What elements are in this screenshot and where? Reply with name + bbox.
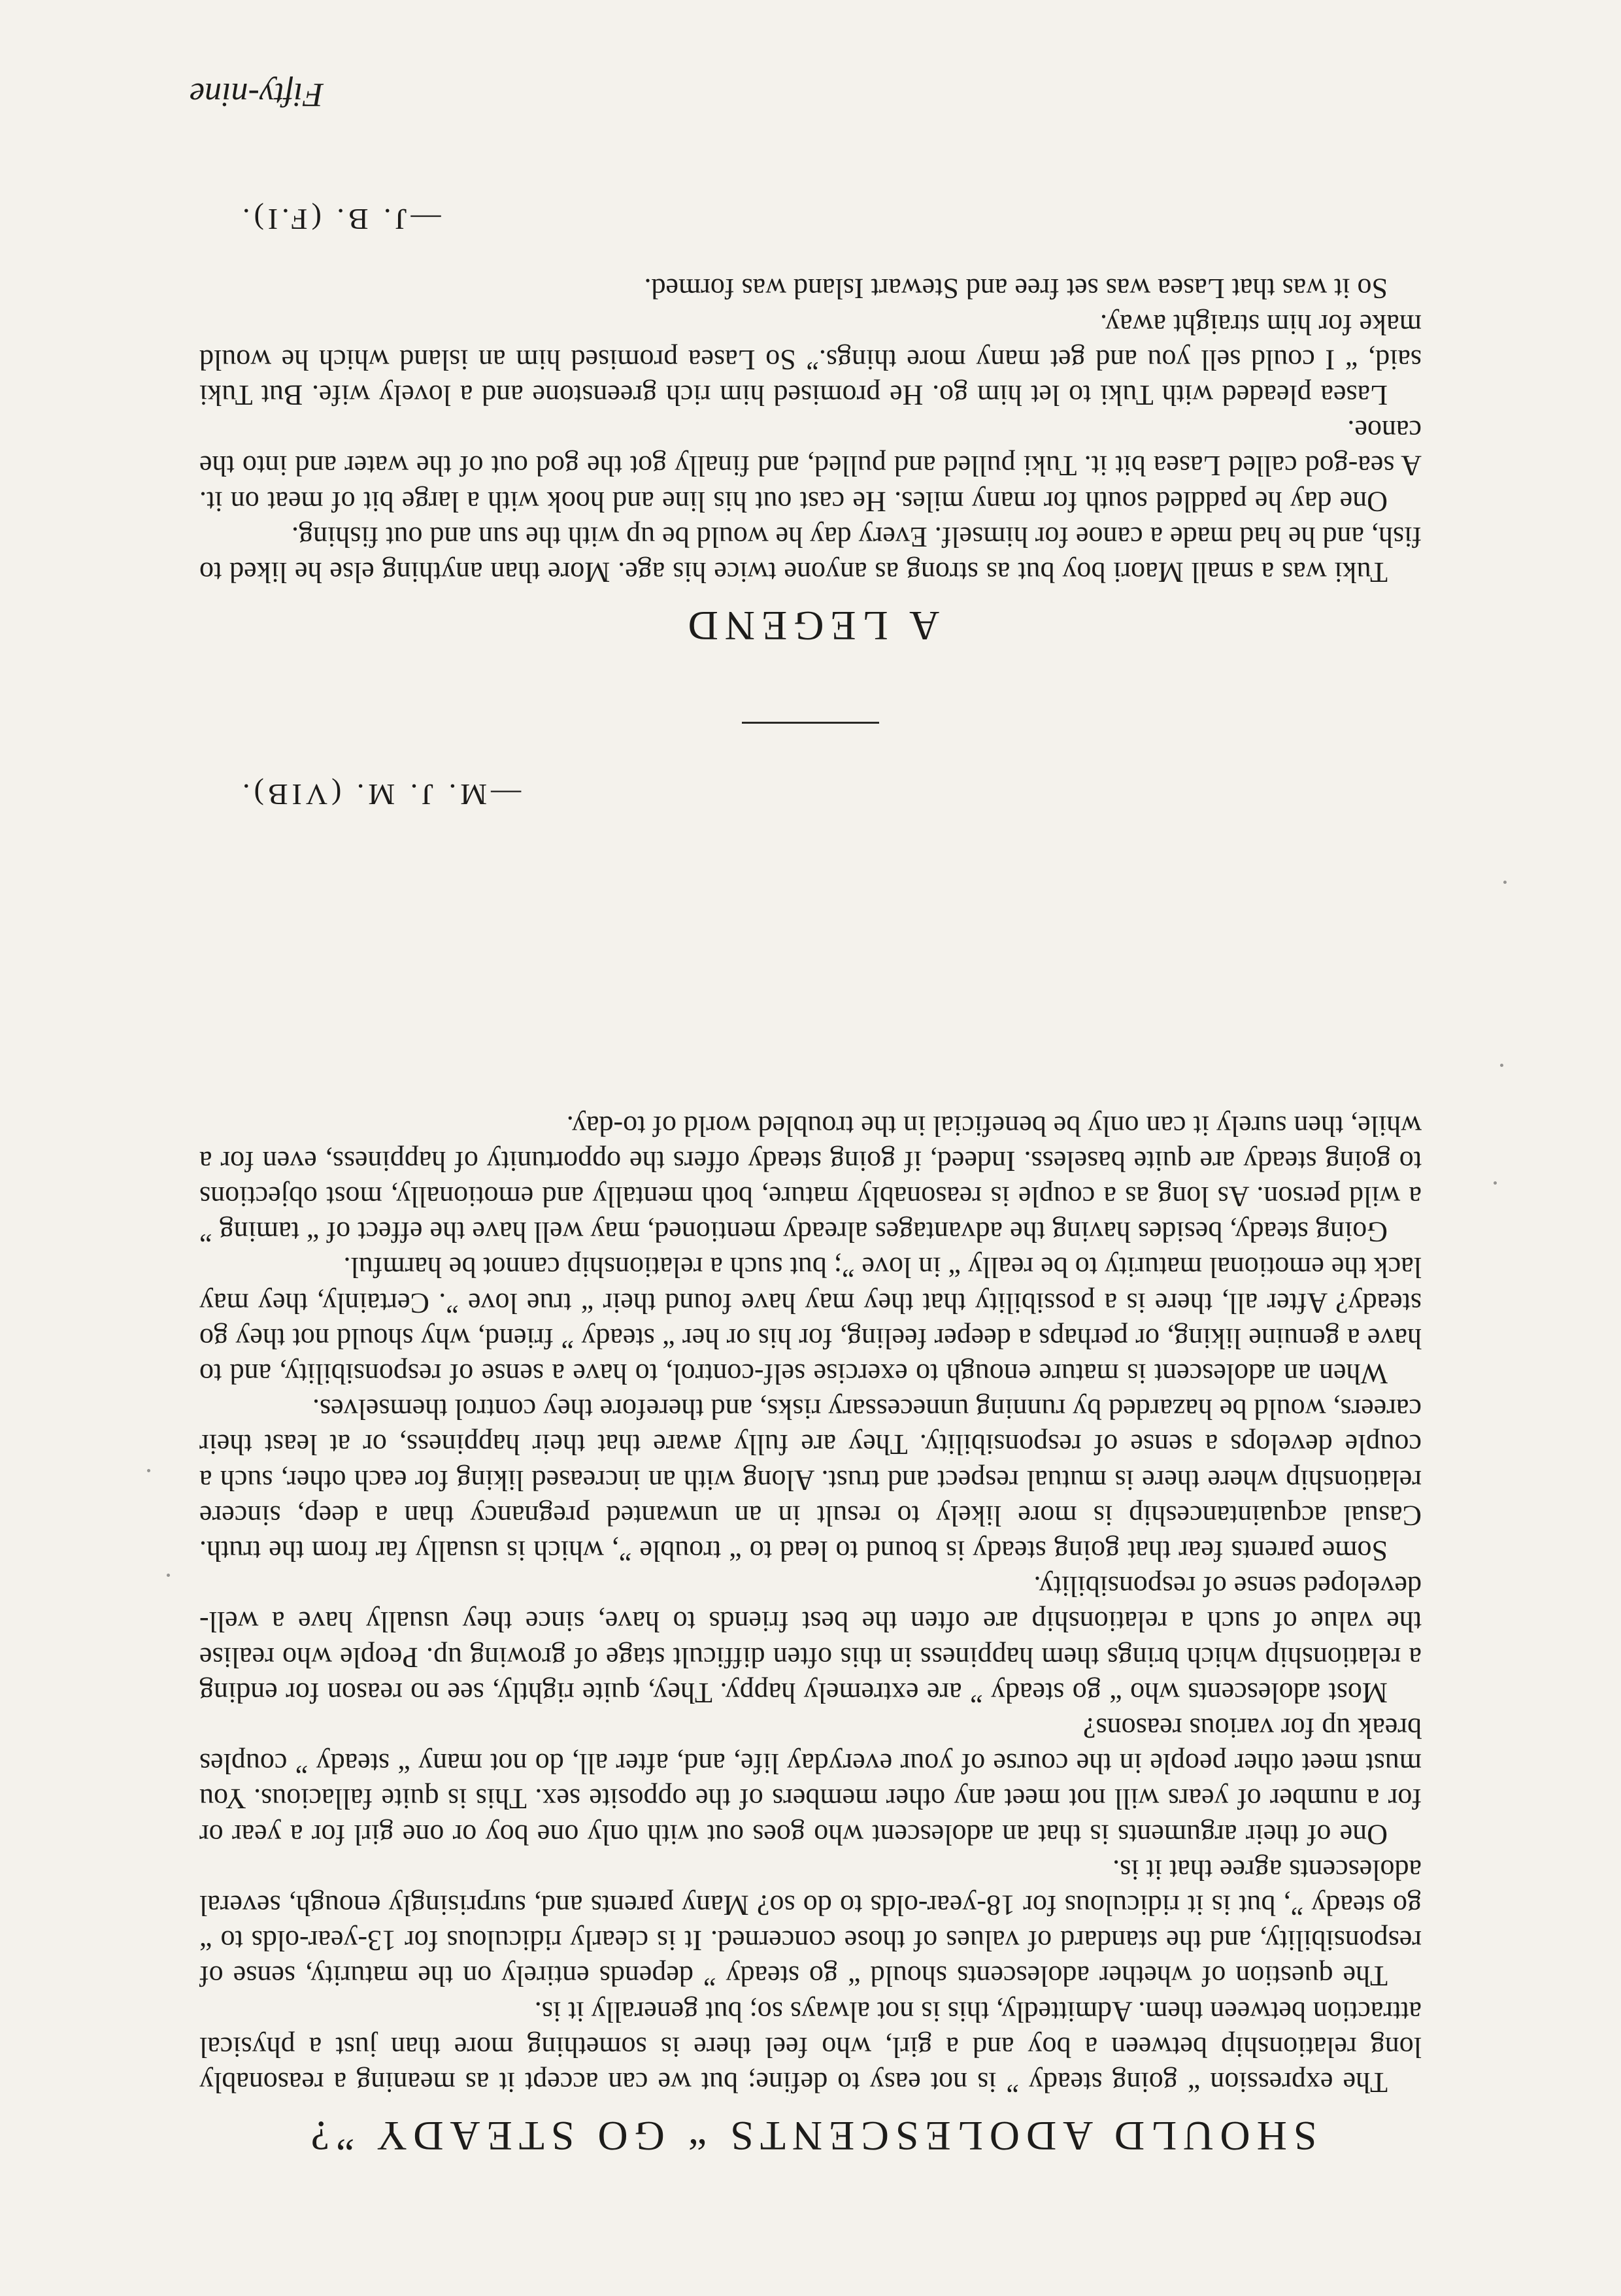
article1-body	[199, 1107, 1422, 2100]
article2-paragraph: One day he paddled south for many miles. He cast out his line and hook with a large bit of meat on it. A sea-god called Lasea bit it. Tuki pulled and pulled, and finally got the god out of the water and into the canoe.	[199, 414, 1422, 518]
scan-speck	[147, 1469, 150, 1472]
article2-paragraph: Lasea pleaded with Tuki to let him go. He promised him rich greenstone and a lovely wife. But Tuki said, “ I could sell you and get many more things.” So Lasea promised him an island which he would make for him straight away.	[199, 308, 1422, 411]
scan-speck	[167, 1574, 170, 1577]
article1-paragraph: One of their arguments is that an adolescent who goes out with only one boy or one girl for a year or for a number of years will not meet any other members of the opposite sex. This is quite fallacious. You must meet other people in the course of your everyday life, and, after all, do not many “ steady ” couples break up for various reasons?	[199, 1712, 1422, 1851]
scan-speck	[1500, 1064, 1503, 1067]
article1-paragraph: The question of whether adolescents should “ go steady ” depends entirely on the maturity, sense of responsibility, and the standard of values of those concerned. It is clearly ridiculous for 13-year-olds to “ go steady ”, but is it ridiculous for 18-year-olds to do so? Many parents and, surprisingly enough, several adolescents agree that it is.	[199, 1853, 1422, 1993]
scan-speck	[1503, 881, 1507, 884]
divider-rule	[742, 722, 879, 724]
article2-signature: —J. B. (F.I).	[239, 203, 441, 236]
article1-signature: —M. J. M. (VIB).	[239, 778, 522, 811]
article1-paragraph: Most adolescents who “ go steady ” are extremely happy. They, quite rightly, see no reason for ending a relationship which brings them happiness in this often difficult stage of growing up. People who realise the value of such a relationship are often the best friends to have, since they usually have a well-developed sense of responsibility.	[199, 1570, 1422, 1709]
article2-body	[199, 271, 1422, 590]
article2-signature-block	[199, 201, 1422, 237]
article2-paragraph: Tuki was a small Maori boy but as strong as anyone twice his age. More than anything else he liked to fish, and he had made a canoe for himself. Every day he would be up with the sun and out fishing.	[199, 520, 1422, 588]
article2-paragraph: So it was that Lasea was set free and Stewart Island was formed.	[644, 273, 1388, 305]
scan-speck	[1494, 1181, 1497, 1185]
article1-paragraph: The expression “ going steady ” is not easy to define; but we can accept it as meaning a reasonably long relationship between a boy and a girl, who feel there is something more than just a physical attraction between them. Admittedly, this is not always so; but generally it is.	[199, 1995, 1422, 2099]
article1-signature-block	[199, 777, 1422, 812]
article2-title: A LEGEND	[681, 603, 940, 649]
article1-paragraph: When an adolescent is mature enough to exercise self-control, to have a sense of responsibility, and to have a genuine liking, or perhaps a deeper feeling, for his or her “ steady ” friend, why should not they go steady? After all, there is a possibility that they may have found their “ true love ”. Certainly, they may lack the emotional maturity to be really “ in love ”; but such a relationship cannot be harmful.	[199, 1251, 1422, 1390]
article1-paragraph: Going steady, besides having the advantages already mentioned, may well have the effect of “ taming ” a wild person. As long as a couple is reasonably mature, both mentally and emotionally, most objections to going steady are quite baseless. Indeed, if going steady offers the opportunity of happiness, even for a while, then surely it can only be beneficial in the troubled world of to-day.	[199, 1109, 1422, 1249]
section-divider	[199, 722, 1422, 724]
article1-paragraph: Some parents fear that going steady is bound to lead to “ trouble ”, which is usually far from the truth. Casual acquaintanceship is more likely to result in an unwanted pregnancy than a deep, sincere relationship where there is mutual respect and trust. Along with an increased liking for each other, such a couple develops a sense of responsibility. They are fully aware that their happiness, or at least their careers, would be hazarded by running unnecessary risks, and therefore they control themselves.	[199, 1393, 1422, 1567]
article1-title: SHOULD ADOLESCENTS “ GO STEADY ”?	[304, 2113, 1317, 2159]
page-number: Fifty-nine	[189, 76, 324, 113]
